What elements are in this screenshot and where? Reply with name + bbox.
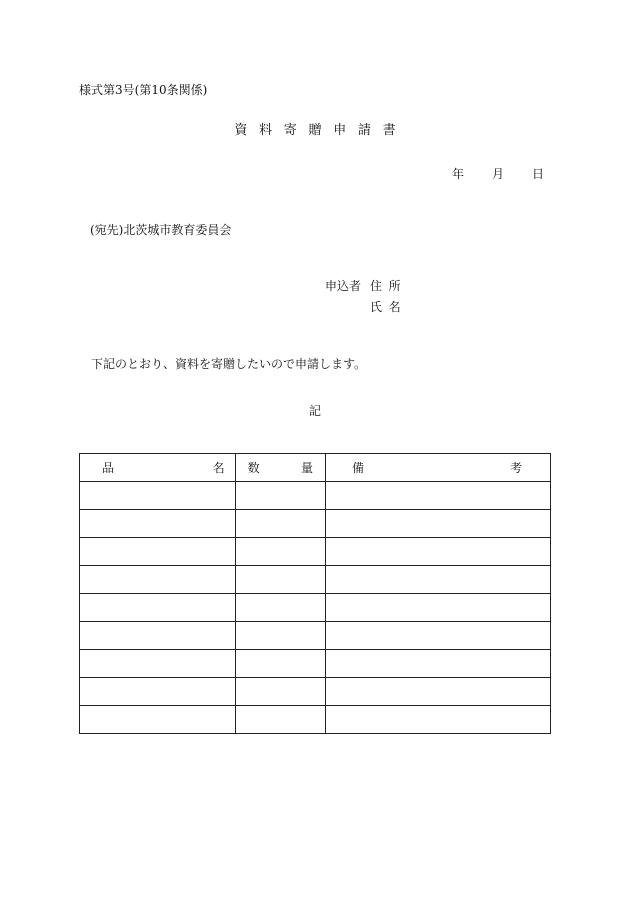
cell-item-name[interactable]	[80, 650, 236, 678]
cell-item-name[interactable]	[80, 566, 236, 594]
header-item-name-right: 名	[212, 461, 225, 475]
date-month: 月	[492, 167, 505, 181]
form-number: 様式第3号(第10条関係)	[79, 83, 208, 97]
table-row	[80, 678, 551, 706]
table-row	[80, 482, 551, 510]
cell-quantity[interactable]	[235, 678, 325, 706]
header-remarks-right: 考	[509, 461, 522, 475]
table-row	[80, 594, 551, 622]
header-item-name	[80, 454, 236, 482]
cell-item-name[interactable]	[80, 538, 236, 566]
cell-quantity[interactable]	[235, 622, 325, 650]
header-remarks-left: 備	[352, 461, 365, 475]
cell-remarks[interactable]	[326, 706, 551, 734]
document-title: 資料寄贈申請書	[234, 123, 408, 138]
cell-quantity[interactable]	[235, 482, 325, 510]
cell-remarks[interactable]	[326, 482, 551, 510]
date-line	[452, 165, 544, 182]
header-quantity-left: 数	[247, 461, 260, 475]
cell-item-name[interactable]	[80, 482, 236, 510]
table-row	[80, 706, 551, 734]
name-label: 氏名	[370, 300, 408, 314]
cell-remarks[interactable]	[326, 538, 551, 566]
cell-item-name[interactable]	[80, 678, 236, 706]
header-quantity	[235, 454, 325, 482]
addressee: (宛先)北茨城市教育委員会	[90, 223, 232, 237]
date-day: 日	[532, 167, 545, 181]
cell-remarks[interactable]	[326, 566, 551, 594]
date-year: 年	[452, 167, 465, 181]
header-item-name-left: 品	[102, 461, 115, 475]
cell-item-name[interactable]	[80, 622, 236, 650]
address-label: 住所	[370, 279, 408, 293]
cell-item-name[interactable]	[80, 510, 236, 538]
table-row	[80, 650, 551, 678]
cell-remarks[interactable]	[326, 650, 551, 678]
cell-quantity[interactable]	[235, 594, 325, 622]
table-row	[80, 566, 551, 594]
table-row	[80, 622, 551, 650]
cell-remarks[interactable]	[326, 510, 551, 538]
cell-quantity[interactable]	[235, 538, 325, 566]
table-body	[80, 482, 551, 734]
header-remarks	[326, 454, 551, 482]
table-header-row	[80, 454, 551, 482]
table-row	[80, 538, 551, 566]
header-quantity-right: 量	[301, 461, 314, 475]
cell-quantity[interactable]	[235, 510, 325, 538]
cell-item-name[interactable]	[80, 706, 236, 734]
cell-quantity[interactable]	[235, 706, 325, 734]
items-table	[79, 453, 551, 734]
ki-heading: 記	[308, 404, 321, 418]
cell-remarks[interactable]	[326, 594, 551, 622]
cell-quantity[interactable]	[235, 566, 325, 594]
cell-item-name[interactable]	[80, 594, 236, 622]
table-row	[80, 510, 551, 538]
cell-quantity[interactable]	[235, 650, 325, 678]
cell-remarks[interactable]	[326, 622, 551, 650]
body-text: 下記のとおり、資料を寄贈したいので申請します。	[91, 357, 367, 371]
applicant-label: 申込者	[325, 279, 362, 293]
cell-remarks[interactable]	[326, 678, 551, 706]
